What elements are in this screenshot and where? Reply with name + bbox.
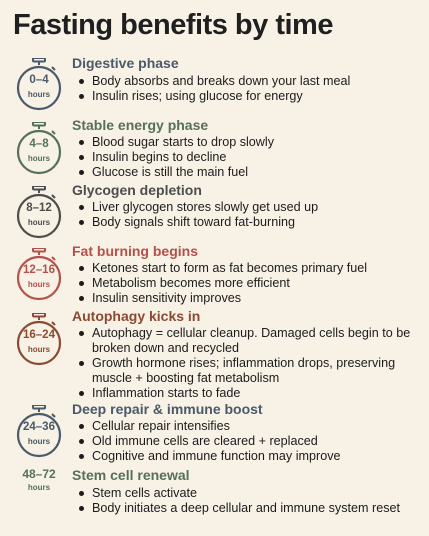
bullet: Growth hormone rises; inflammation drops, preserving muscle + boosting fat metabolism [78, 356, 418, 386]
stopwatch-icon [15, 186, 63, 240]
time-unit: hours [27, 90, 51, 99]
bullet: Insulin rises; using glucose for energy [78, 89, 418, 104]
bullet: Ketones start to form as fat becomes primary fuel [78, 261, 418, 276]
bullet: Cognitive and immune function may improve [78, 449, 418, 464]
bullet: Liver glycogen stores slowly get used up [78, 200, 418, 215]
stopwatch-icon [15, 122, 63, 176]
time-unit: hours [27, 154, 51, 163]
bullet: Glucose is still the main fuel [78, 165, 418, 180]
time-range: 24–36 [23, 421, 55, 433]
bullet: Body initiates a deep cellular and immune system reset [78, 501, 418, 516]
phase-bullets [78, 486, 418, 516]
bullet: Old immune cells are cleared + replaced [78, 434, 418, 449]
bullet: Body signals shift toward fat-burning [78, 215, 418, 230]
phase-heading: Glycogen depletion [72, 182, 202, 198]
phase-bullets [78, 74, 418, 104]
phase-heading: Digestive phase [72, 55, 179, 71]
stopwatch-icon [15, 58, 63, 112]
time-unit: hours [27, 218, 51, 227]
time-range: 4–8 [29, 138, 49, 150]
time-range: 12–16 [23, 264, 55, 276]
phase-heading: Stem cell renewal [72, 467, 190, 483]
page-title: Fasting benefits by time [13, 9, 333, 41]
phase-bullets [78, 419, 418, 464]
bullet: Autophagy = cellular cleanup. Damaged cells begin to be broken down and recycled [78, 326, 418, 356]
time-range: 16–24 [23, 329, 55, 341]
phase-bullets [78, 326, 418, 401]
time-unit: hours [27, 483, 51, 492]
bullet: Stem cells activate [78, 486, 418, 501]
phase-bullets [78, 135, 418, 180]
stopwatch-icon [15, 313, 63, 367]
time-range: 48–72 [22, 467, 56, 481]
bullet: Insulin sensitivity improves [78, 291, 418, 306]
phase-heading: Stable energy phase [72, 117, 209, 133]
stopwatch-icon [15, 248, 63, 302]
time-range: 8–12 [26, 202, 52, 214]
time-unit: hours [27, 280, 51, 289]
bullet: Inflammation starts to fade [78, 386, 418, 401]
bullet: Metabolism becomes more efficient [78, 276, 418, 291]
bullet: Cellular repair intensifies [78, 419, 418, 434]
time-label [15, 466, 63, 520]
stopwatch-icon [15, 405, 63, 459]
bullet: Insulin begins to decline [78, 150, 418, 165]
time-unit: hours [27, 345, 51, 354]
phase-heading: Autophagy kicks in [72, 308, 201, 324]
time-range: 0–4 [29, 74, 49, 86]
bullet: Blood sugar starts to drop slowly [78, 135, 418, 150]
time-unit: hours [27, 437, 51, 446]
phase-bullets [78, 200, 418, 230]
phase-heading: Fat burning begins [72, 243, 198, 259]
phase-bullets [78, 261, 418, 306]
phase-heading: Deep repair & immune boost [72, 401, 263, 417]
bullet: Body absorbs and breaks down your last meal [78, 74, 418, 89]
